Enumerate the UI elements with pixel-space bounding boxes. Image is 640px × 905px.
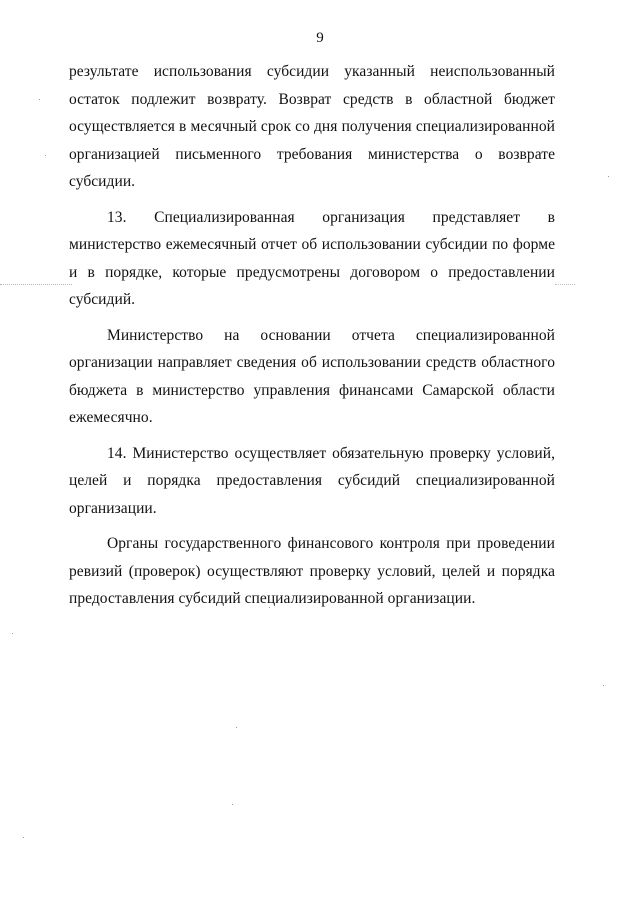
paragraph-13-monthly-report: 13. Специализированная организация представляет в министерство ежемесячный отчет об использовании субсидии по форме и в порядке, которые предусмотрены договором о предоставлении субсидий. — [69, 208, 555, 308]
paragraph-subsidy-return: результате использования субсидии указанный неиспользованный остаток подлежит возврату. Возврат средств в областной бюджет осуществляется в месячный срок со дня получения специализированной организацией письменного требования министерства о возврате субсидии. — [69, 63, 555, 190]
scan-artifact-dot — [236, 727, 237, 728]
paragraph-14-mandatory-check: 14. Министерство осуществляет обязательную проверку условий, целей и порядка предоставления субсидий специализированной организации. — [69, 444, 555, 517]
scan-artifact-line-right — [555, 284, 575, 285]
scan-artifact-dot — [269, 607, 270, 608]
scan-artifact-dot — [45, 155, 46, 156]
scan-artifact-dot — [39, 99, 40, 100]
scan-artifact-dot — [603, 685, 604, 686]
document-body — [69, 58, 555, 613]
scan-artifact-dot — [12, 633, 13, 634]
scan-artifact-dot — [608, 176, 609, 177]
page-number: 9 — [316, 30, 324, 46]
scan-artifact-line — [0, 284, 72, 285]
paragraph-financial-control: Органы государственного финансового контроля при проведении ревизий (проверок) осуществляют проверку условий, целей и порядка предоставления субсидий специализированной организации. — [69, 535, 555, 607]
scan-artifact-dot — [232, 804, 233, 805]
paragraph-ministry-report-to-finance: Министерство на основании отчета специализированной организации направляет сведения об использовании средств областного бюджета в министерство управления финансами Самарской области ежемесячно. — [69, 326, 555, 426]
scan-artifact-dot — [23, 837, 24, 838]
